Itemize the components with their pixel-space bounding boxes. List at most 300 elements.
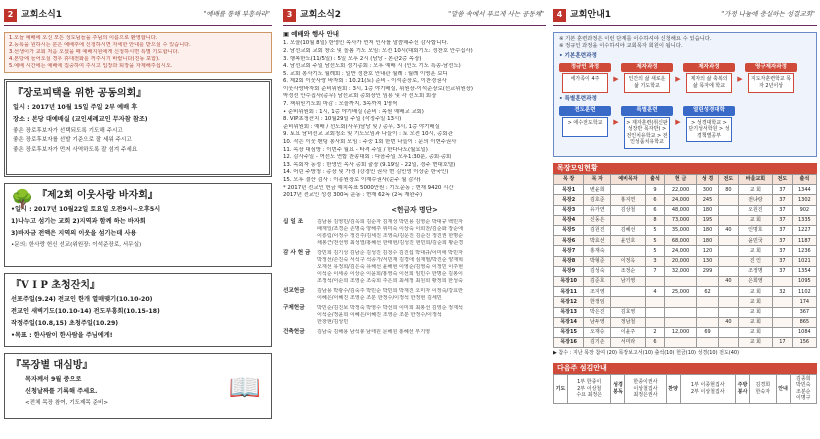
next-line: 한종이권사 [633,379,658,386]
training-node [559,63,611,93]
roll-cell: 62 [696,287,718,297]
news-item: 15. 오후 결산 검사 : 이종원장로 이재수권사(순주 월 감사) [283,177,421,184]
roll-cell [719,297,739,307]
next-line: 이명구 [796,395,811,402]
roll-cell [719,307,739,317]
section-header [553,6,817,26]
arrow-icon: ▶ [613,118,619,127]
roll-cell: 195 [696,215,718,225]
offering-line: 이혜은/이혜진 조영순 조분 한정수/이정석 한정현 김세민 [317,294,442,301]
roll-cell: 6 [645,195,665,205]
offering-label: 감 사 헌 금 [283,249,311,256]
roll-cell: 목장3 [554,205,584,215]
roll-cell: 37 [773,185,793,195]
next-line: 한숙자 [755,388,771,395]
roll-cell: 40 [719,276,739,286]
basic-training-title: • 기본훈련과정 [559,52,597,59]
roll-cell: 목장16 [554,338,584,348]
visitation-box [4,353,272,419]
roll-cell: 180 [696,236,718,246]
roll-cell: 1187 [792,236,816,246]
offering-label: 선교헌금 [283,287,305,294]
roll-cell: 6 [645,205,665,215]
panel-note: ※ 기본 훈련과정은 이런 단계를 이수하셔야 신청해요 수 있습니다. [559,36,712,42]
roll-cell [719,256,739,266]
offering-groups [283,219,546,336]
news-item: 3. 행복한도(11/5일) : 5일 오후 2시 (담당 - 본관2층 목장) [283,55,422,62]
roll-cell: 32,000 [665,266,697,276]
roll-cell: 2 [645,327,665,337]
training-node [683,106,735,142]
roll-cell [696,276,718,286]
box-line: 선포주일(9.24) 전교인 한개 열매맺기(10.10-20) [11,296,153,303]
roll-cell: 1227 [792,226,816,236]
roll-cell [665,297,697,307]
next-cell [680,374,736,403]
roll-cell: 교 회 [738,287,772,297]
offering-line: 김남용 박광수/김숙주 박민순 박민희 박재진 오미자 이정숙/강효란 [317,287,464,294]
node-body: 인간의 삶 새로운 삶 기도학교 [624,73,670,93]
box-line: 전교인 새벽기도(10.10-14) 전도부흥회(10.15-18) [11,308,160,316]
news-item: 박정선 안수집사(총무) 남선교회 총회장인 임용 및 각 선도회 회장 [283,93,437,100]
roll-cell: 김효영 [611,307,645,317]
roll-cell [773,276,793,286]
roll-cell: 변윤희 [584,185,611,195]
roll-cell: 902 [792,205,816,215]
roll-cell: 홍재숙 [584,246,611,256]
roll-cell: 37 [773,256,793,266]
training-panel [553,32,817,157]
offering-line: 강민희 김기성 김남준 김성진 김청수 김진섭 박대규/이미애 박민자 [317,249,463,256]
roll-cell: 김준호 [584,276,611,286]
roll-cell: 은희영 [738,276,772,286]
next-line: 2부 이상철집사 [690,388,725,395]
roll-cell: 김기손 [584,338,611,348]
roll-cell: 35,000 [665,226,697,236]
roll-cell: 37 [773,246,793,256]
roll-cell: 박은진 [584,307,611,317]
offering-names [317,250,463,285]
roll-cell [719,246,739,256]
roll-cell: 174 [792,297,816,307]
roll-cell: 5 [645,226,665,236]
arrow-icon: ▶ [737,75,743,84]
roll-cell [719,215,739,225]
box-line: 목자께서 9월 중으로 [25,376,82,383]
roll-cell: 73,000 [665,215,697,225]
roll-cell [719,236,739,246]
roll-cell: 교 회 [738,246,772,256]
roll-cell: 1354 [792,266,816,276]
roll-cell: 박형준 [584,256,611,266]
section-number: 2 [4,9,17,22]
news-item: 12. 감사주일 - 여선도 연합 찬송대회 : 다음주일 오후1:30분, 총회·총회 [283,154,452,161]
arrow-icon: ▶ [675,118,681,127]
roll-cell: 1335 [792,215,816,225]
next-label: 기도 [554,374,568,403]
roll-cell: 1095 [792,276,816,286]
notice-box [4,32,272,73]
offering-line: 이석순 이세종 이상순 이윤희/홍영숙 이선희 임민수 한명순 김봉이 [317,270,463,277]
offering-line: 김남용 김영민/김옥희 김순자 김재성 박민용 김영순 박대규 백민자 [317,218,463,225]
roll-cell: 교 회 [738,215,772,225]
node-body: 세가족이 4주 [562,73,608,93]
roll-cell [719,195,739,205]
next-cell [625,374,666,403]
roll-cell: 9 [645,185,665,195]
box-title: 『장로피택을 위한 공동의회』 [13,88,147,99]
next-line: 1부 이종현집사 [690,382,725,389]
roll-cell: 김상철 [611,205,645,215]
box-title: 『제2회 이웃사랑 바자회』 [37,190,158,201]
roll-cell: 24,000 [665,246,697,256]
offering-line: 배재일/조경순 손명숙 양해주 위미숙 이상숙 이희찬/김순화 장순애 [317,225,464,232]
offering-line: 이석순/정윤희 이혜은/이혜진 조영순 조분 한정수/이정석 [317,311,442,318]
church-news-1 [4,6,272,436]
next-week-table [553,374,817,404]
section-motto: "말씀 속에서 푸르게 사는 공동체" [448,10,544,18]
roll-cell: 40 [719,317,739,327]
basic-training-flow [559,63,811,93]
roll-cell: 조지영 [584,287,611,297]
news-item: 14. 어린 주방청 : 총장 및 가정 (강경민 권사 현 김민영 이상준 한국인) [283,169,449,176]
roll-cell: 목장15 [554,327,584,337]
offering-line: 한창현/김상민 [317,318,349,325]
box-line: •일시 : 2017년 10월22일 토요일 오전9시~오후5시 [11,206,161,213]
roll-cell: 목장5 [554,226,584,236]
section-title: 교회소식2 [300,9,342,20]
roll-cell [773,297,793,307]
news-item: 10. 작은 이웃 펜팅 봉사회 모임 : 주중 1회 한번 나들이 : 문의 이현주권사 [283,139,457,146]
roll-cell: 48,000 [665,205,697,215]
roll-cell: 37 [773,226,793,236]
roll-cell: 130 [696,256,718,266]
roll-row [554,226,817,236]
box-line: 3)바자금 전액은 지역의 이웃을 섬기는데 사용 [11,230,137,238]
roll-cell: 299 [696,266,718,276]
roll-cell: 367 [792,307,816,317]
roll-cell: 목장4 [554,215,584,225]
section-number: 3 [283,9,296,22]
roll-cell [719,327,739,337]
offering-names [317,329,430,336]
training-node [559,106,611,136]
church-guide-1 [553,6,817,436]
roll-cell: 37 [773,205,793,215]
training-node [683,63,735,93]
roll-cell: 한정임 [584,297,611,307]
roll-row [554,266,817,276]
offering-line: 채봉근/전선영 최성열/홍혜선 한태현/김성진 현민희/김순희 황순경 [317,239,464,246]
next-cell [568,374,611,403]
offering-line: 박정선/손진숙 서석구 석종가/서민재 김경애 심재필/박진순 양재혁 [317,256,464,263]
roll-cell: 남두영 [584,317,611,327]
next-label: 성경봉독 [611,374,625,403]
roll-cell [611,185,645,195]
notice-line: 3.선생이가 교회 처음 오셨을 때 예배지원에게 신청하시면 특별 기도합니다. [9,49,180,55]
section-header [4,6,272,26]
roll-cell: 진 인 [738,256,772,266]
roll-cell: 박효선 [584,236,611,246]
news-item: 이웃사랑바자회 준비위원회 : 3시, 1층 야기배실, 위원장-이석준장로(선교위원장) [283,85,473,92]
elder-election-box [4,79,272,177]
roll-cell: 오원진 [738,205,772,215]
roll-cell: 교 회 [738,327,772,337]
news-list [283,40,546,199]
roll-cell: 홍지연 [611,195,645,205]
roll-cell: 교 회 [738,307,772,317]
roll-row [554,205,817,215]
roll-row [554,276,817,286]
roll-cell: 목장11 [554,287,584,297]
special-training-flow [559,106,811,148]
roll-cell: 3 [645,256,665,266]
next-line: 김종희 [796,375,811,382]
roll-cell: 24,000 [665,195,697,205]
roll-header-cell: 전도 [719,175,739,185]
roll-row [554,185,817,195]
bazaar-box [4,183,272,267]
node-tag: 정규인 과정 [559,63,611,72]
node-body: 지도자훈련학교 목자 2년이상 [748,73,794,93]
next-cell [750,374,776,403]
offering-line: 박민순/김진보 박정숙 박영수 박선희 이미희 최봉선 김영순 정재석 [317,304,463,311]
roll-cell [665,307,697,317]
roll-cell: 김성숙 [584,266,611,276]
news-item: 11. 목장 대심방 : 이번주 월요 - 타격 주일 / 한다나도(월요일) [283,146,428,153]
roll-cell: 교 회 [738,297,772,307]
roll-cell: 목장1 [554,185,584,195]
next-cell [790,374,816,403]
roll-cell [719,205,739,215]
news-item: 2017년 전교인 성경 300독 운동 : 현재 62독 (2독 재완주) [283,192,423,199]
roll-cell: 이윤주 [611,327,645,337]
news-item: 2. 남선교회 교회 창소 및 돌봄 기도 모임: 오전 10시(대회기도: 정찬호 안수집사) [283,47,473,54]
roll-cell [719,266,739,276]
roll-cell: 6 [645,338,665,348]
next-line: 이상철집사 [633,385,658,392]
next-label: 찬양 [666,374,680,403]
offering-line: 이흥림/이정수 정진주/김세진 조영숙/김운진 김순진 정진권 한명순 [317,232,464,239]
roll-table [553,174,817,348]
roll-header-cell: 예비목자 [611,175,645,185]
box-line: •문의: 한사랑 헌신 선교(위원장: 이석준장로, 서무실) [11,242,142,249]
roll-cell: 1084 [792,327,816,337]
offering-group [283,305,546,326]
roll-cell: 80 [719,185,739,195]
box-line: 일시 : 2017년 10월 15일 주일 2부 예배 후 [13,104,138,111]
box-line: <전체 목장 참여, 기도제목 준비> [25,400,109,407]
roll-cell: 180 [696,226,718,236]
roll-cell: 윤민국 [738,236,772,246]
roll-cell: 목장10 [554,276,584,286]
roll-row [554,317,817,327]
roll-header-row [554,175,817,185]
roll-cell [696,297,718,307]
vip-invite-box [4,273,272,347]
arrow-icon: ▶ [613,75,619,84]
offering-group [283,219,546,247]
offering-label: 십 일 조 [283,218,304,225]
roll-cell: 120 [696,246,718,256]
bible-icon: 📖 [228,373,261,403]
worship-events-title: ▣ 예배와 행사 안내 [283,30,339,38]
roll-header-cell: 헌 금 [665,175,697,185]
node-tag: 특별훈련 [621,106,673,115]
news-item: 13. 목회자 동정 : 한영민 목사 총회 출장 (9.19일 - 22일, 경주 현대호텔) [283,161,456,168]
offering-names [317,305,463,326]
roll-cell: 이정옥 [611,256,645,266]
box-line: 1)나누고 섬기는 교회 2)지역과 함께 하는 바자회 [11,218,146,226]
roll-header-cell: 성 경 [696,175,718,185]
arrow-icon: ▶ [675,75,681,84]
next-line: 박민숙 [796,382,811,389]
node-body: > 제자훈련(취신판 성장반 목자반) > 전인치유학교 > 전인성품치유학교 [624,117,670,149]
next-week-title: 다음주 섬김안내 [553,363,817,374]
roll-cell: 12,000 [665,327,697,337]
roll-cell: 5 [645,246,665,256]
roll-row [554,327,817,337]
box-line: 작정주일(10.8,15) 초청주일(10.29) [11,320,119,328]
roll-cell: 37 [773,195,793,205]
roll-cell: 전냐랑 [738,195,772,205]
roll-cell [645,276,665,286]
node-body: 제자의 삶 축복의 삶 목자에 학교 [686,73,732,93]
offering-names [317,288,463,302]
roll-cell: 8 [645,215,665,225]
roll-cell [696,338,718,348]
offering-label: 건축헌금 [283,328,305,335]
roll-header-cell: 출석 [792,175,816,185]
section-title: 교회안내1 [570,9,612,20]
roll-row [554,195,817,205]
offering-group [283,329,546,336]
notice-line: 5.예배 시간에는 예배에 집중하여 주시고 입장과 퇴장을 자제해주십시오. [9,63,173,69]
roll-cell: 서미라 [611,338,645,348]
roll-cell: 4 [645,287,665,297]
roll-cell: 김원진 [584,226,611,236]
news-item: 9. 토요 남녀선교 교회청소 및 기도모임과 나들이 : 토 오전 10시, 총회관 [283,131,453,138]
roll-cell: 김호준 [584,195,611,205]
roll-cell: 목장8 [554,256,584,266]
news-item: 1. 오늘(10월 8일) 한영민 목사가 먼저 인사를 말씀해주신 감사합니다. [283,40,449,47]
roll-cell: 20,000 [665,256,697,266]
box-line: 좋은 장로후보자가 선택되도록 기도해 주시고 [13,128,123,135]
roll-row [554,297,817,307]
roll-cell: 5 [645,236,665,246]
news-item: 준비위원회 : 예배 / 선도회(사무)담당 및 / 총무, 3시, 1층 야기배실 [283,123,440,130]
next-line: 수요 최정은 [576,392,603,399]
roll-cell: 유가연 [584,205,611,215]
roll-cell: 조정명 [738,266,772,276]
roll-cell: 300 [696,185,718,195]
roll-cell: 목장9 [554,266,584,276]
roll-cell: 목장14 [554,317,584,327]
offering-names [317,219,463,247]
roll-cell [719,338,739,348]
next-label: 주방봉사 [736,374,750,403]
roll-cell: 1236 [792,246,816,256]
news-item: • 준비위원회 : 1시, 1층 야기배실 (준비 : 목원 예배교 교회) [283,108,424,115]
roll-cell: 40 [719,226,739,236]
roll-cell: 정남철 [611,317,645,327]
section-title: 교회소식1 [21,9,63,20]
next-label: 안내 [776,374,790,403]
roll-row [554,256,817,266]
node-tag: 열린성경대학 [683,106,735,115]
roll-cell: 156 [792,338,816,348]
roll-cell: 37 [773,215,793,225]
roll-cell: 1102 [792,287,816,297]
section-motto: "가정 나눔에 충실하는 성결교회" [721,10,815,18]
roll-cell: 목장12 [554,297,584,307]
roll-header-cell: 출석 [645,175,665,185]
roll-cell: 1302 [792,195,816,205]
offering-line: 조정석/이순희 조영순 조숙희 주은희 최세정 최원희 황정희 한성숙 [317,277,463,284]
roll-title: 목장모임현황 [553,163,817,174]
roll-cell: 교 회 [738,185,772,195]
special-training-title: • 특별훈련과정 [559,96,597,103]
node-tag: 영구제자과정 [745,63,797,72]
roll-cell: 245 [696,195,718,205]
roll-cell [611,246,645,256]
offering-line: 오재선 유정희/김은숙 유해선 윤해현 이영순/김영숙 이정민 이주현 [317,263,464,270]
roll-cell: 윤인호 [611,236,645,246]
news-item: 8. VIP초청잔치 : 10월29일 주일 (작정주일 13시) [283,116,402,123]
training-node [621,63,673,93]
roll-cell: 오재승 [584,327,611,337]
roll-cell: 68,000 [665,236,697,246]
news-item: 6. 제2회 이웃사랑 바자회 : 10.21(토) 준비 - 이석준장로, 이찬경권사 [283,78,447,85]
roll-row [554,287,817,297]
roll-header-cell: 바울교회 [738,175,772,185]
roll-cell [773,327,793,337]
roll-cell: 32 [773,287,793,297]
roll-cell [665,338,697,348]
node-tag: 제자과정 [621,63,673,72]
roll-cell: 김혜선 [611,226,645,236]
notice-line: 1.오늘 예배에 오신 모든 성도님들을 주님의 이름으로 환영합니다. [9,35,158,41]
next-line: 최정은권사 [633,392,658,399]
roll-cell: 목장6 [554,236,584,246]
box-title: 『목장별 대심방』 [11,360,93,371]
roll-cell: 신동은 [584,215,611,225]
roll-cell: 남기영 [611,276,645,286]
roll-cell [645,317,665,327]
roll-row [554,236,817,246]
roll-body [554,185,817,348]
offering-group [283,288,546,302]
offering-line: 김남숙 김해용 남석봉 남태원 문해원 홍혜선 부기영 [317,328,431,335]
roll-cell: 교 회 [738,338,772,348]
roll-cell: 7 [645,266,665,276]
box-line: 장소 : 본당 대예배실 (교인세례교인 무자참 참조) [13,116,148,124]
roll-cell: 교 회 [738,317,772,327]
roll-footnote: ▶ 참수 : 지난 목장 참여 (20) 목장보고서(10) 출석(10) 헌금(10) 성경(10) 전도(40) [553,350,740,357]
roll-cell: 목장2 [554,195,584,205]
notice-line: 2.등록을 원하시는 분은 예배후에 신청하시면 자세한 안내를 받으실 수 있습니다. [9,42,191,48]
roll-row [554,338,817,348]
box-line: 신청날짜를 기록해 주세요. [25,388,98,396]
roll-cell: 1021 [792,256,816,266]
news-item: * 2017년 전교인 헌금 예치목표 5000만원 : 기도운동 ; 현재 9420 시간 [283,184,454,191]
roll-cell [665,317,697,327]
box-line: 좋은 장로후보자가 먼저 사역하도록 잘 섬겨 주세요 [13,146,138,153]
roll-cell: 865 [792,317,816,327]
node-tag: 제자과정 [683,63,735,72]
roll-cell: 180 [696,205,718,215]
offering-label: 구제헌금 [283,304,305,311]
